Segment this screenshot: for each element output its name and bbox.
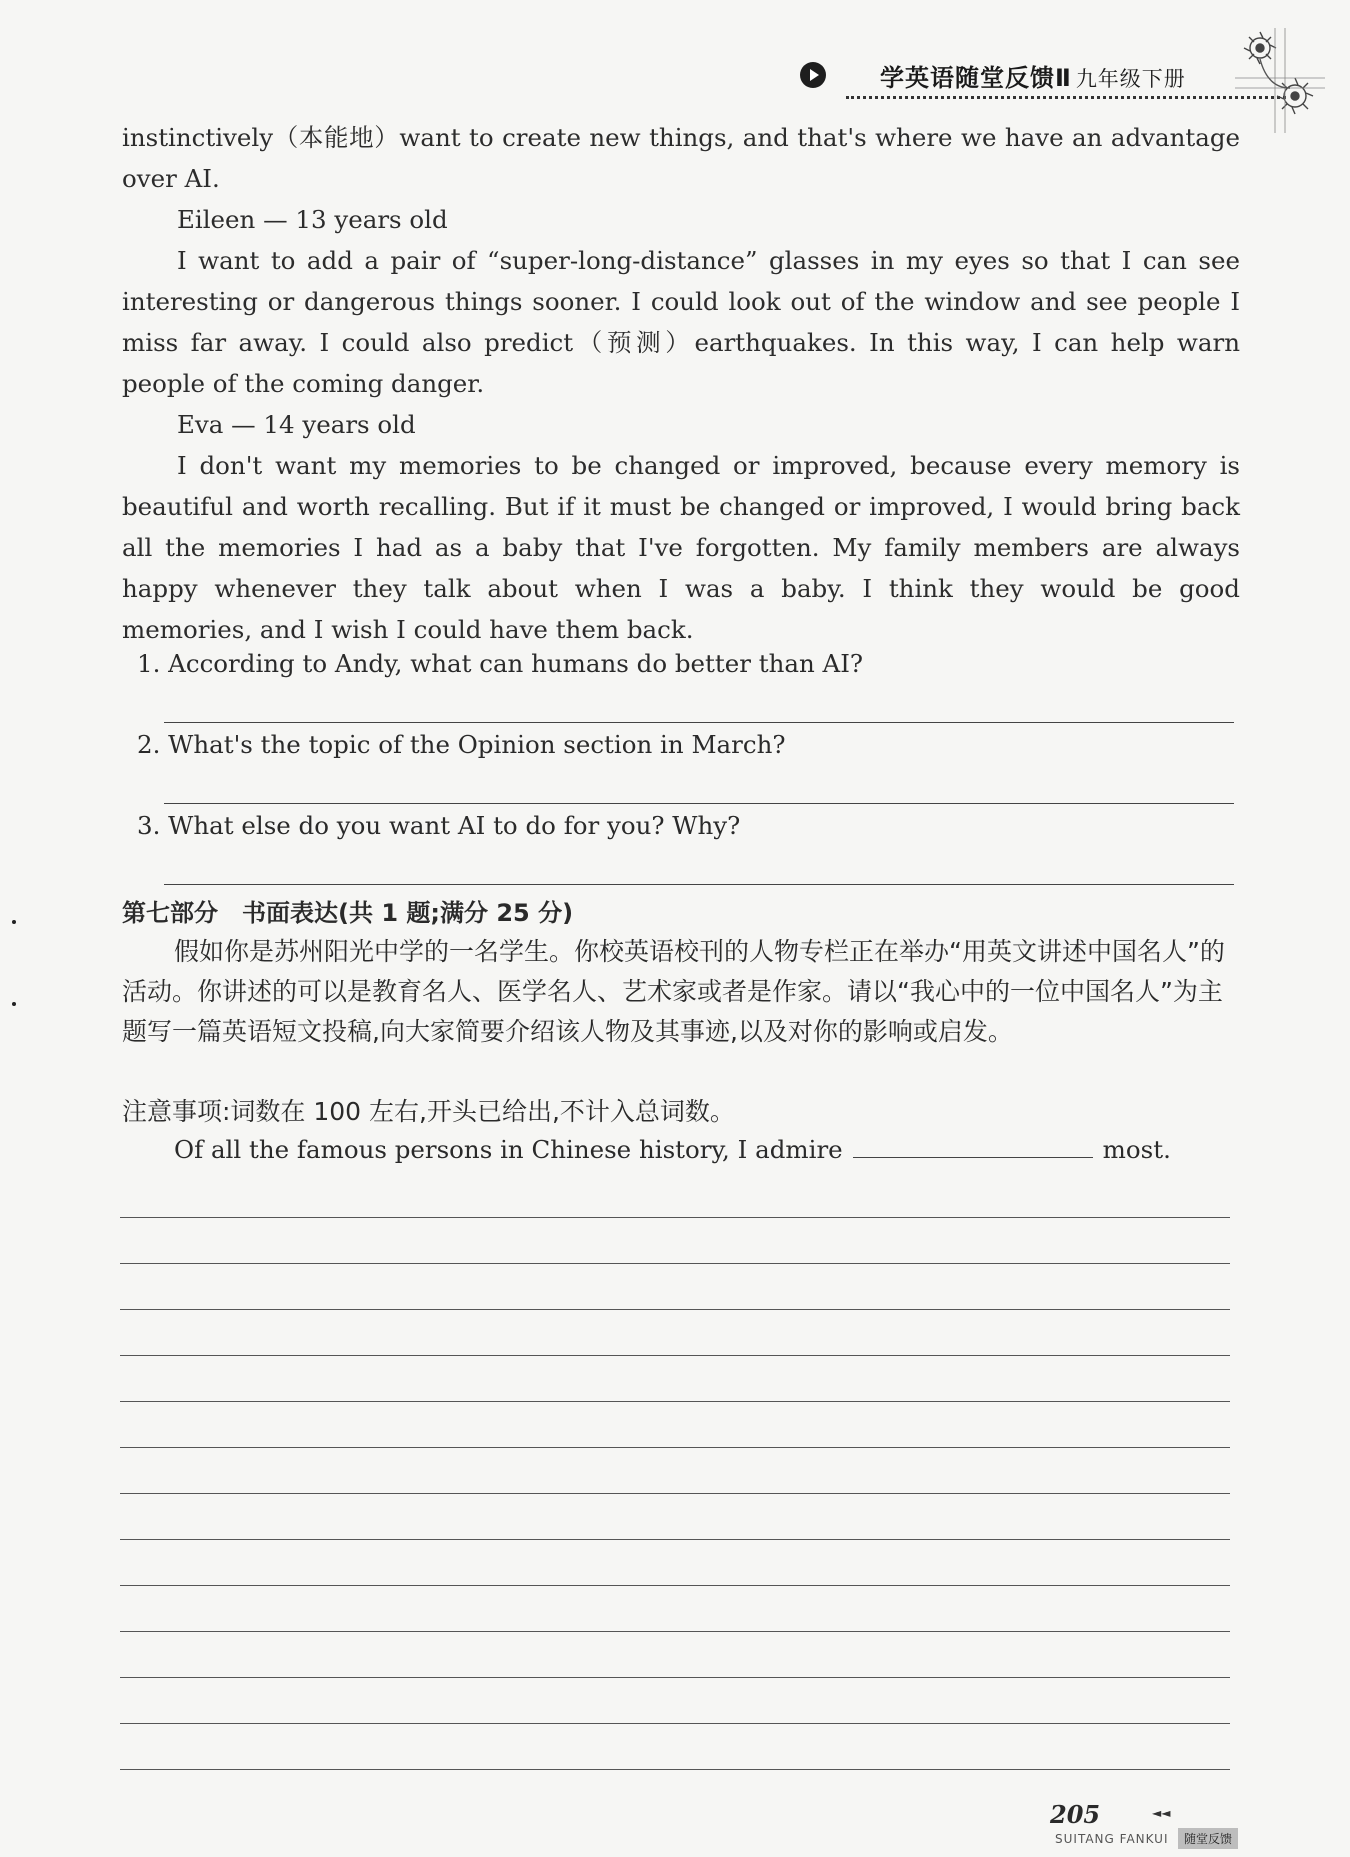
reading-passage [122,117,1240,650]
header-title [880,58,1186,93]
andy-continuation: instinctively（本能地）want to create new things, and that's where we have an advantage over AI. [122,123,1240,193]
arrows-icon: ◄◄ [1152,1806,1171,1820]
writing-line[interactable] [120,1539,1230,1540]
question-2: 2. What's the topic of the Opinion section in March? [137,730,786,759]
prompt-after: most. [1102,1135,1171,1164]
writing-line[interactable] [120,1401,1230,1402]
writing-line[interactable] [120,1585,1230,1586]
eva-paragraph: I don't want my memories to be changed or improved, because every memory is beautiful and worth recalling. But if it must be changed or improved, I would bring back all the memories I had as a baby that I've forgotten. My family members are always happy whenever they talk about when I was a baby. I think they would be good memories, and I wish I could have them back. [122,451,1240,644]
footer-brand: SUITANG FANKUI [1055,1832,1169,1846]
page-number: 205 [1050,1800,1101,1829]
answer-line-1[interactable] [164,722,1234,723]
grade-label: 九年级下册 [1075,67,1186,91]
writing-line[interactable] [120,1263,1230,1264]
answer-line-2[interactable] [164,803,1234,804]
writing-line[interactable] [120,1447,1230,1448]
writing-line[interactable] [120,1677,1230,1678]
writing-line[interactable] [120,1723,1230,1724]
question-3: 3. What else do you want AI to do for you? Why? [137,811,741,840]
margin-mark [12,920,16,924]
writing-prompt [174,1135,1171,1164]
writing-instruction [122,932,1240,1052]
writing-line[interactable] [120,1769,1230,1770]
writing-line[interactable] [120,1309,1230,1310]
writing-line[interactable] [120,1217,1230,1218]
instruction-text: 假如你是苏州阳光中学的一名学生。你校英语校刊的人物专栏正在举办“用英文讲述中国名人”的活动。你讲述的可以是教育名人、医学名人、艺术家或者是作家。请以“我心中的一位中国名人”为主题写一篇英语短文投稿,向大家简要介绍该人物及其事迹,以及对你的影响或启发。 [122,937,1225,1046]
admire-blank[interactable] [853,1135,1093,1158]
footer-tag: 随堂反馈 [1178,1828,1238,1849]
question-1: 1. According to Andy, what can humans do better than AI? [137,649,864,678]
margin-mark [12,1002,16,1006]
writing-line[interactable] [120,1631,1230,1632]
play-icon [800,62,826,88]
writing-notes [122,1092,1240,1132]
eva-name: Eva — 14 years old [177,410,416,439]
eileen-paragraph: I want to add a pair of “super-long-distance” glasses in my eyes so that I can see interesting or dangerous things sooner. I could look out of the window and see people I miss far away. I could also predict（预测）earthquakes. In this way, I can help warn people of the coming danger. [122,246,1240,398]
book-title: 学英语随堂反馈Ⅱ [880,64,1072,92]
answer-line-3[interactable] [164,884,1234,885]
prompt-before: Of all the famous persons in Chinese history, I admire [174,1135,843,1164]
notes-text: 注意事项:词数在 100 左右,开头已给出,不计入总词数。 [122,1097,735,1126]
part7-title: 第七部分 书面表达(共 1 题;满分 25 分) [122,899,574,927]
writing-line[interactable] [120,1355,1230,1356]
writing-line[interactable] [120,1493,1230,1494]
eileen-name: Eileen — 13 years old [177,205,448,234]
